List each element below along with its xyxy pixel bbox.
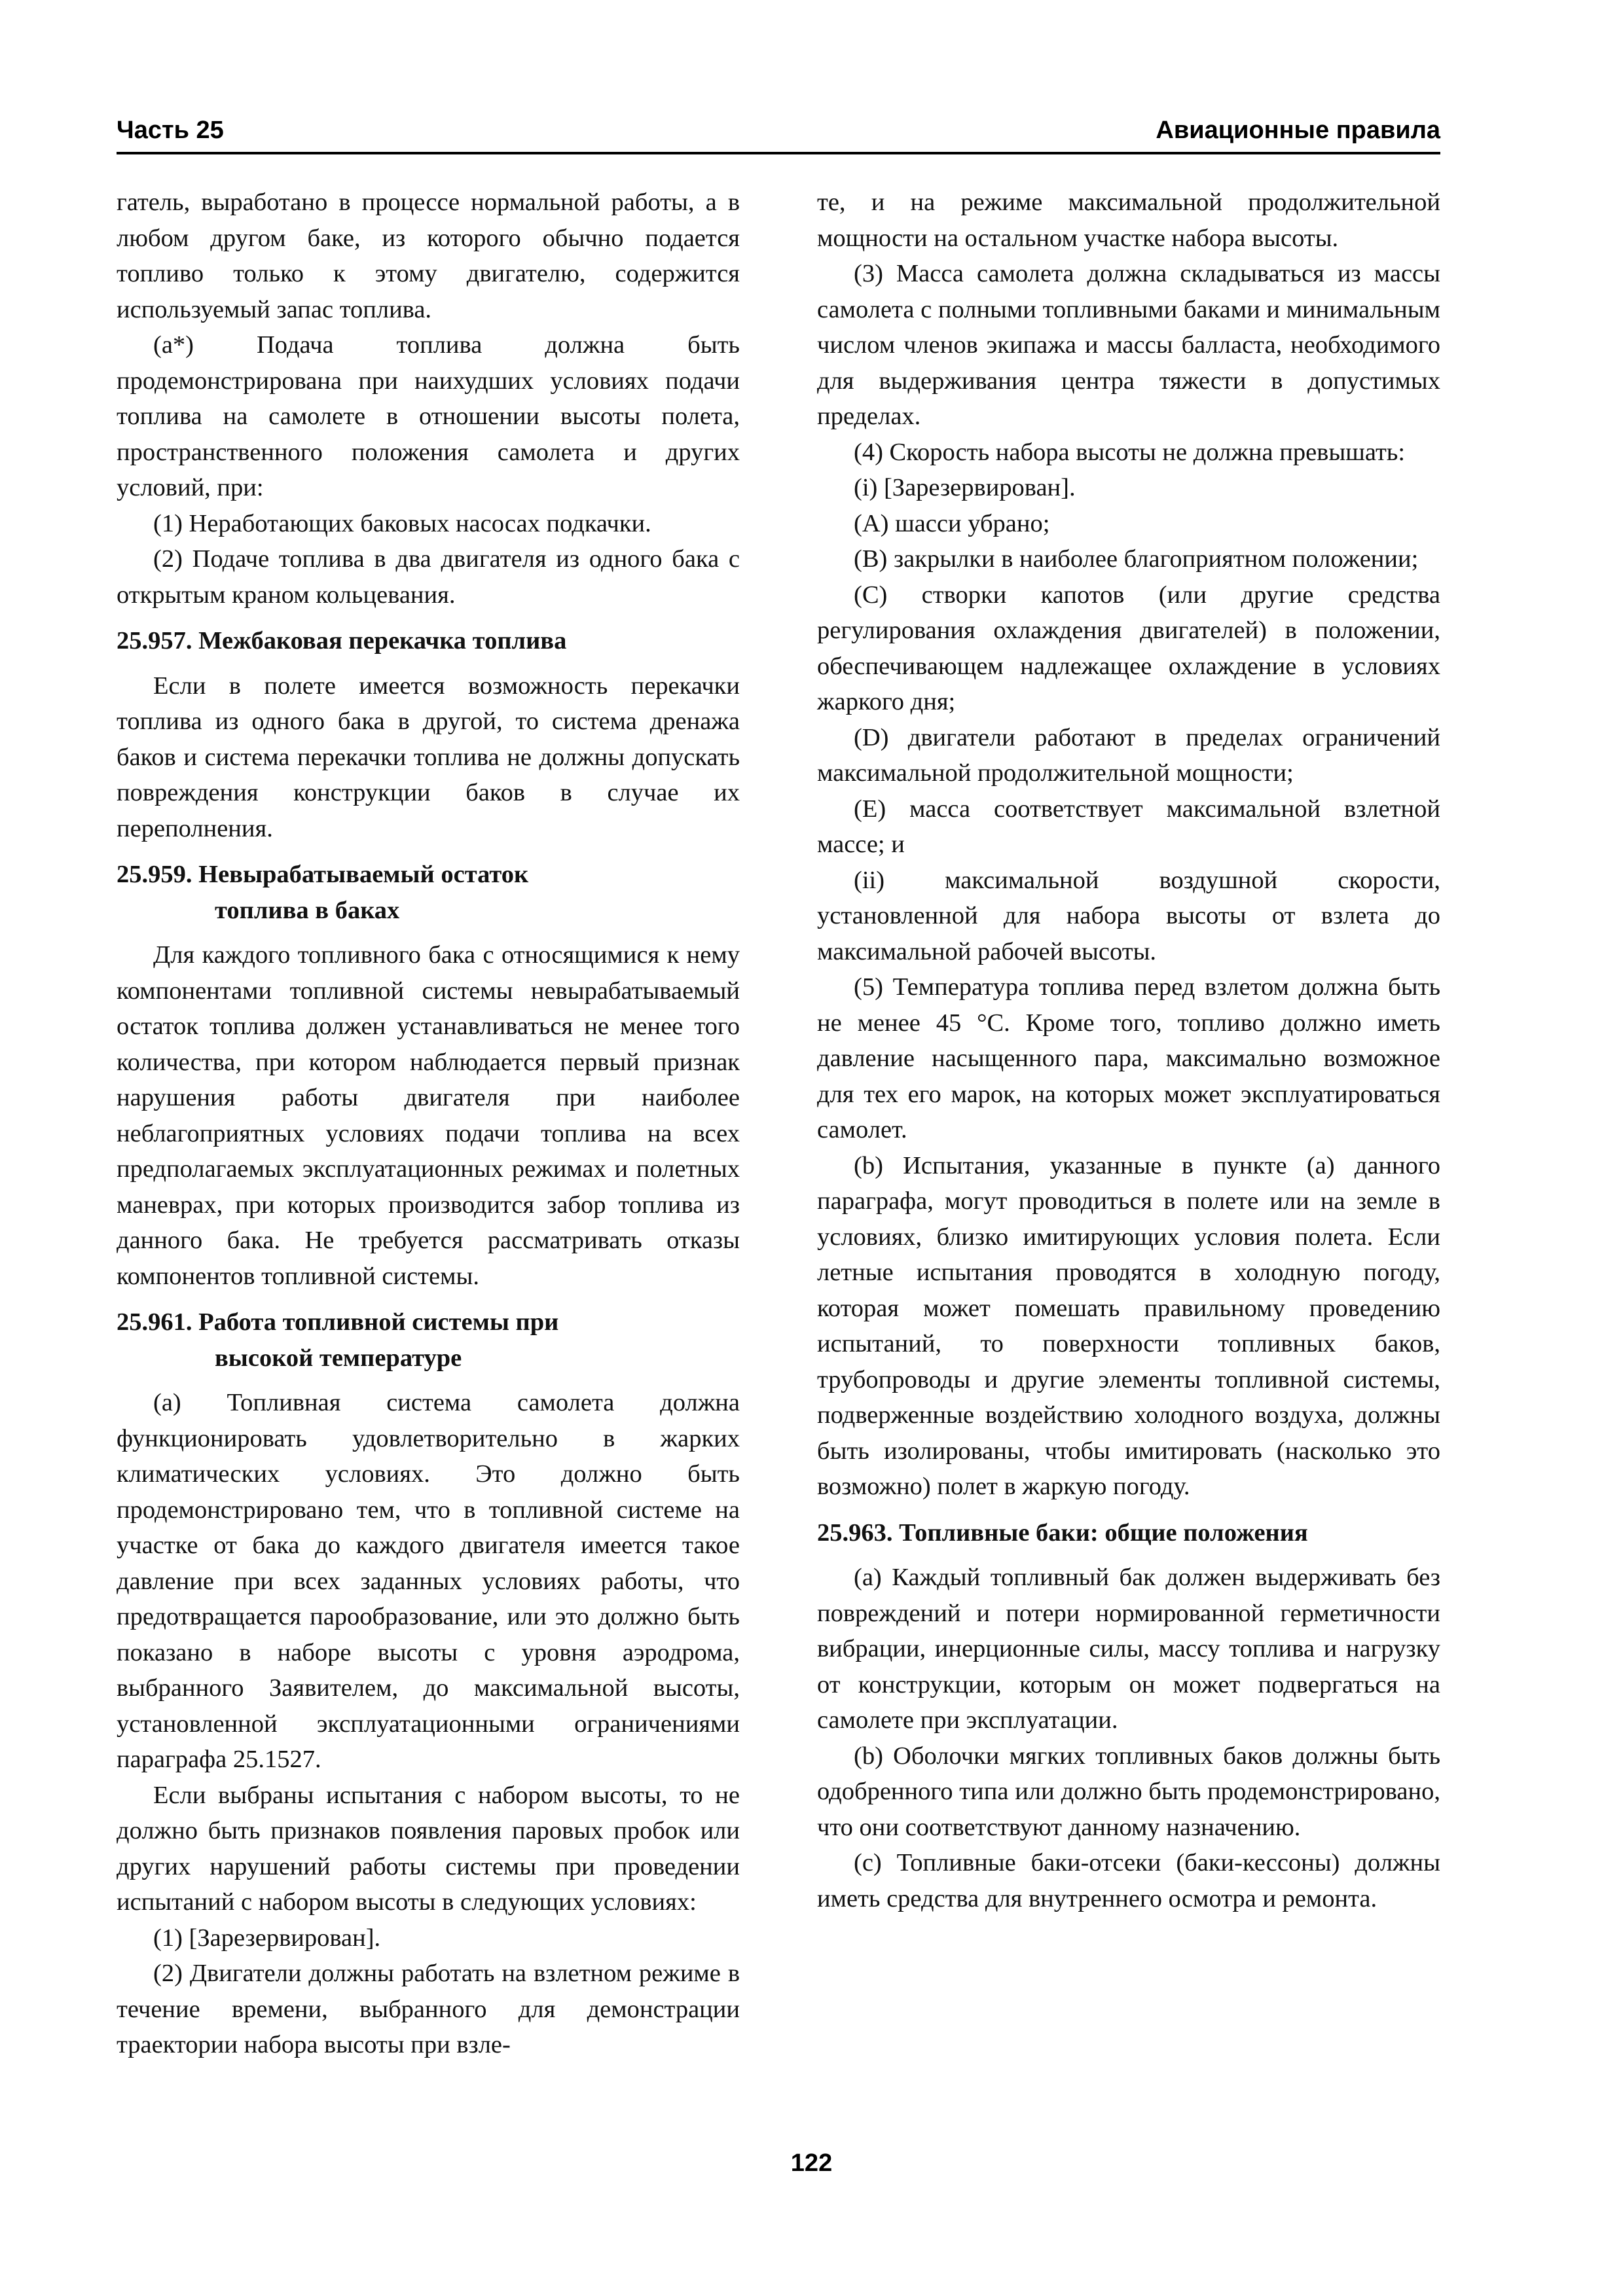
section-heading [117,623,740,659]
paragraph: (4) Скорость набора высоты не должна превышать: [854,438,1406,466]
paragraph: (2) Подаче топлива в два двигателя из одного бака с открытым краном кольцевания. [117,545,740,609]
section-heading [817,1515,1440,1551]
section-heading-line: 25.959. Невырабатываемый остаток [117,861,529,888]
paragraph: (ii) максимальной воздушной скорости, установленной для набора высоты от взлета до максимальной рабочей высоты. [817,866,1440,965]
page-number: 122 [790,2149,833,2177]
paragraph: (D) двигатели работают в пределах ограничений максимальной продолжительной мощности; [817,723,1440,787]
section-heading-continuation: топлива в баках [215,896,400,924]
running-header [117,113,1440,154]
paragraph: (5) Температура топлива перед взлетом должна быть не менее 45 °C. Кроме того, топливо должно иметь давление насыщенного пара, максимально возможное для тех его марок, на которых может эксплуатироваться самолет. [817,973,1440,1143]
section-heading [117,1304,740,1376]
right-column [817,185,1440,1916]
paragraph: Если в полете имеется возможность перекачки топлива из одного бака в другой, то система дренажа баков и система перекачки топлива не должны допускать повреждения конструкции баков в случае их переполнения. [117,672,740,842]
paragraph: (B) закрылки в наиболее благоприятном положении; [854,545,1419,573]
left-column [117,185,740,2063]
paragraph: (c) Топливные баки-отсеки (баки-кессоны) должны иметь средства для внутреннего осмотра и ремонта. [817,1849,1440,1912]
paragraph: те, и на режиме максимальной продолжительной мощности на остальном участке набора высоты. [817,188,1440,252]
paragraph: (b) Испытания, указанные в пункте (a) данного параграфа, могут проводиться в полете или на земле в условиях, близко имитирующих условия полета. Если летные испытания проводятся в холодную погоду, которая может помешать правильному проведению испытаний, то поверхности топливных баков, трубопроводы и другие элементы топливной системы, подверженные воздействию холодного воздуха, должны быть изолированы, чтобы имитировать (насколько это возможно) полет в жаркую погоду. [817,1151,1440,1500]
paragraph: (E) масса соответствует максимальной взлетной массе; и [817,795,1440,858]
paragraph: (2) Двигатели должны работать на взлетном режиме в течение времени, выбранного для демонстрации траектории набора высоты при взле- [117,1960,740,2058]
section-heading [117,857,740,928]
paragraph: Если выбраны испытания с набором высоты, то не должно быть признаков появления паровых пробок или других нарушений работы системы при проведении испытаний с набором высоты в следующих условиях: [117,1781,740,1916]
section-heading-line: 25.963. Топливные баки: общие положения [817,1518,1308,1547]
paragraph: Для каждого топливного бака с относящимися к нему компонентами топливной системы невырабатываемый остаток топлива должен устанавливаться не менее того количества, при котором наблюдается первый признак нарушения работы двигателя при наиболее неблагоприятных условиях подачи топлива на всех предполагаемых эксплуатационных режимах и полетных маневрах, при которых производится забор топлива из данного бака. Не требуется рассматривать отказы компонентов топливной системы. [117,941,740,1290]
paragraph: (a) Топливная система самолета должна функционировать удовлетворительно в жарких климатических условиях. Это должно быть продемонстрировано тем, что в топливной системе на участке от бака до каждого двигателя имеется такое давление при всех заданных условиях работы, что предотвращается парообразование, или это должно быть показано в наборе высоты с уровня аэродрома, выбранного Заявителем, до максимальной высоты, установленной эксплуатационными ограничениями параграфа 25.1527. [117,1389,740,1773]
section-heading-line: 25.957. Межбаковая перекачка топлива [117,627,567,655]
paragraph: (b) Оболочки мягких топливных баков должны быть одобренного типа или должно быть продемонстрировано, что они соответствуют данному назначению. [817,1742,1440,1841]
section-heading-line: 25.961. Работа топливной системы при [117,1308,559,1336]
paragraph: (1) [Зарезервирован]. [153,1924,381,1952]
paragraph: (C) створки капотов (или другие средства регулирования охлаждения двигателей) в положении, обеспечивающем надлежащее охлаждение в условиях жаркого дня; [817,581,1440,715]
section-heading-continuation: высокой температуре [215,1344,462,1372]
paragraph: (A) шасси убрано; [854,509,1050,537]
paragraph: (i) [Зарезервирован]. [854,474,1076,501]
paragraph: гатель, выработано в процессе нормальной работы, а в любом другом баке, из которого обычно подается топливо только к этому двигателю, содержится используемый запас топлива. [117,188,740,323]
paragraph: (a*) Подача топлива должна быть продемонстрирована при наихудших условиях подачи топлива на самолете в отношении высоты полета, пространственного положения самолета и других условий, при: [117,331,740,501]
part-label: Часть 25 [117,117,224,144]
paragraph: (3) Масса самолета должна складываться из массы самолета с полными топливными баками и минимальным числом членов экипажа и массы балласта, необходимого для выдерживания центра тяжести в допустимых пределах. [817,260,1440,430]
paragraph: (1) Неработающих баковых насосах подкачки. [153,509,651,537]
book-title: Авиационные правила [1156,117,1440,144]
paragraph: (a) Каждый топливный бак должен выдерживать без повреждений и потери нормированной герметичности вибрации, инерционные силы, массу топлива и нагрузку от конструкции, которым он может подвергаться на самолете при эксплуатации. [817,1564,1440,1734]
